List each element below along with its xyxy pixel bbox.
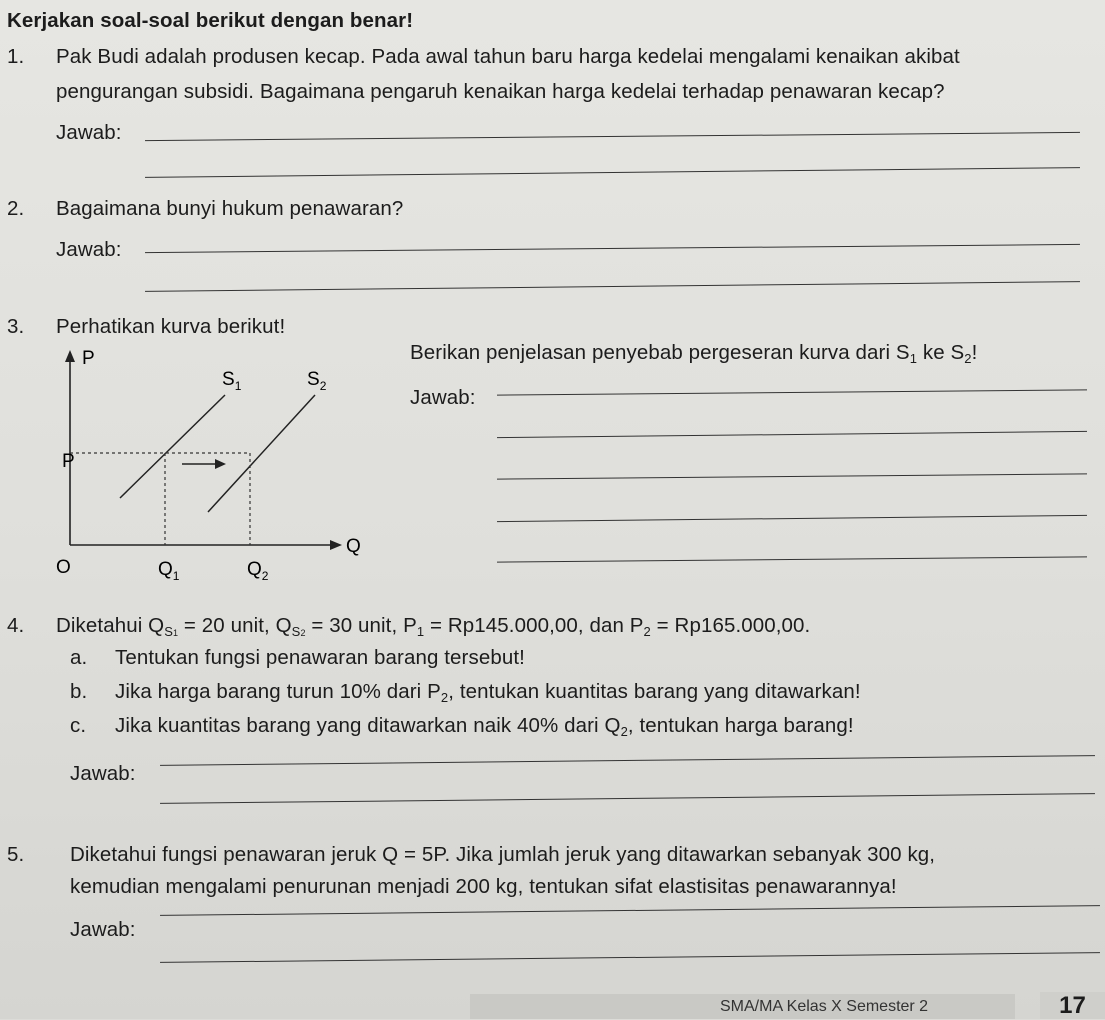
q4-answer-label: Jawab: — [70, 762, 136, 785]
q4-qs1-sub — [164, 624, 178, 639]
q4-qs2: Q — [275, 614, 292, 637]
q4-answer-line-1[interactable] — [160, 755, 1095, 766]
q3-answer-line-1[interactable] — [497, 389, 1087, 395]
q4-qs1: Q — [148, 614, 165, 637]
q5-answer-label: Jawab: — [70, 918, 136, 941]
q4-p2-sub: 2 — [643, 624, 651, 639]
q3-instruction — [410, 341, 977, 371]
q4-qs2-sub — [292, 624, 306, 639]
q5-text-line2: kemudian mengalami penurunan menjadi 200 kg, tentukan sifat elastisitas penawarannya! — [70, 875, 897, 898]
q4c-sub: 2 — [620, 724, 628, 739]
q4-p1-value: = Rp145.000,00, dan — [424, 614, 630, 637]
q2-label: $Q_2$ — [247, 559, 269, 583]
s1-label: $S_1$ — [222, 369, 242, 393]
q3-instruction-mid: ke S — [917, 341, 965, 364]
q4b-label: b. — [70, 680, 88, 703]
q5-answer-line-1[interactable] — [160, 905, 1100, 916]
q3-instruction-sub1: 1 — [909, 351, 918, 366]
q4-qs2-sub-num: 2 — [300, 628, 306, 638]
q5-text-line1: Diketahui fungsi penawaran jeruk Q = 5P. Jika jumlah jeruk yang ditawarkan sebanyak 300 kg, — [70, 843, 936, 866]
price-level-label: P — [62, 451, 75, 472]
q4c-text — [115, 714, 854, 744]
q4-qs2-value: = 30 unit, — [305, 614, 404, 637]
q4-qs1-sub-num: 1 — [173, 628, 179, 638]
q1-label: $Q_1$ — [158, 559, 180, 583]
q4-qs2-sub-letter: S — [291, 624, 301, 639]
footer-text: SMA/MA Kelas X Semester 2 — [720, 998, 929, 1015]
q4-intro — [56, 614, 810, 645]
page-number: 17 — [1040, 992, 1105, 1019]
q1-text-line2: pengurangan subsidi. Bagaimana pengaruh kenaikan harga kedelai terhadap penawaran kecap? — [56, 80, 945, 103]
q3-answer-label: Jawab: — [410, 386, 476, 409]
q4-p1-sub: 1 — [416, 624, 425, 639]
q3-text: Perhatikan kurva berikut! — [56, 315, 286, 338]
q4-number: 4. — [7, 614, 25, 637]
q3-answer-line-5[interactable] — [497, 556, 1087, 562]
supply-shift-graph — [50, 340, 380, 585]
q4a-label: a. — [70, 646, 88, 669]
q4b-text-end: , tentukan kuantitas barang yang ditawarkan! — [448, 680, 861, 703]
q3-instruction-sub2: 2 — [964, 351, 972, 366]
q2-answer-line-1[interactable] — [145, 244, 1080, 253]
supply-curve-s2 — [208, 395, 315, 512]
s2-label: $S_2$ — [307, 369, 327, 393]
origin-label: O — [56, 557, 71, 578]
q4-answer-line-2[interactable] — [160, 793, 1095, 804]
q5-answer-line-2[interactable] — [160, 952, 1100, 963]
q3-answer-line-2[interactable] — [497, 431, 1087, 438]
q1-answer-line-1[interactable] — [145, 132, 1080, 141]
q4a-text: Tentukan fungsi penawaran barang tersebut! — [115, 646, 525, 669]
q-axis-label: Q — [346, 536, 361, 557]
p-axis-label: P — [82, 348, 95, 369]
supply-curve-s1 — [120, 395, 225, 498]
q2-text: Bagaimana bunyi hukum penawaran? — [56, 197, 404, 220]
q3-answer-line-3[interactable] — [497, 473, 1087, 479]
price-axis-arrow-icon — [65, 350, 75, 362]
shift-arrow-icon — [215, 459, 226, 469]
q4-p1: P — [403, 614, 417, 637]
q3-instruction-text: Berikan penjelasan penyebab pergeseran kurva dari S — [410, 341, 910, 364]
worksheet-heading: Kerjakan soal-soal berikut dengan benar! — [7, 9, 414, 32]
q3-number: 3. — [7, 315, 25, 338]
q4b-sub: 2 — [440, 690, 449, 705]
q4c-label: c. — [70, 714, 87, 737]
q4c-text-start: Jika kuantitas barang yang ditawarkan naik 40% dari Q — [115, 714, 621, 737]
q1-text-line1: Pak Budi adalah produsen kecap. Pada awal tahun baru harga kedelai mengalami kenaikan akibat — [56, 45, 960, 68]
q4b-text-start: Jika harga barang turun 10% dari P — [115, 680, 441, 703]
q4-p2-value: = Rp165.000,00. — [650, 614, 811, 637]
q1-answer-line-2[interactable] — [145, 167, 1080, 178]
q5-number: 5. — [7, 843, 25, 866]
q3-instruction-end: ! — [971, 341, 978, 364]
q4-qs1-value: = 20 unit, — [178, 614, 276, 637]
q1-answer-label: Jawab: — [56, 121, 122, 144]
q4-intro-text: Diketahui — [56, 614, 149, 637]
q3-answer-line-4[interactable] — [497, 515, 1087, 522]
q2-number: 2. — [7, 197, 25, 220]
q4b-text — [115, 680, 861, 710]
q1-number: 1. — [7, 45, 25, 68]
q2-answer-line-2[interactable] — [145, 281, 1080, 292]
q4c-text-end: , tentukan harga barang! — [627, 714, 854, 737]
q2-answer-label: Jawab: — [56, 238, 122, 261]
q4-p2: P — [629, 614, 644, 637]
q4-qs1-sub-letter: S — [164, 624, 173, 639]
quantity-axis-arrow-icon — [330, 540, 342, 550]
